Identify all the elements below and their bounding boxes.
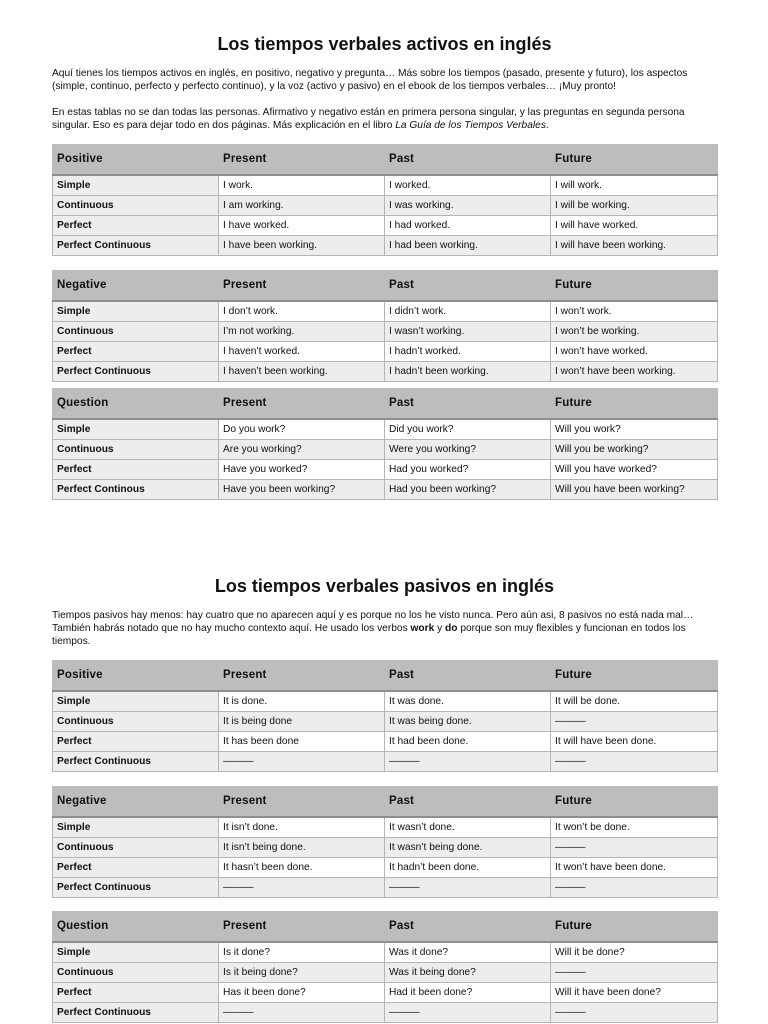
header-cell: Future xyxy=(551,911,718,942)
row-label: Perfect Continuous xyxy=(53,236,219,256)
table-cell: I will be working. xyxy=(551,196,718,216)
active-intro-paragraph: Aquí tienes los tiempos activos en inglés, en positivo, negativo y pregunta… Más sobre los tiempos (pasado, presente y futuro), los aspectos (simple, continuo, perfecto y perfecto continuo), y la voz (activo y pasivo) en el ebook de los tiempos verbales… ¡Muy pronto! xyxy=(52,68,688,92)
table-cell: I won’t have worked. xyxy=(551,342,718,362)
row-label: Simple xyxy=(53,175,219,196)
table-cell: It has been done xyxy=(219,732,385,752)
passive-question-table xyxy=(52,911,718,1023)
header-cell: Present xyxy=(219,911,385,942)
row-label: Simple xyxy=(53,301,219,322)
table-cell: I haven’t worked. xyxy=(219,342,385,362)
row-label: Perfect xyxy=(53,983,219,1003)
row-label: Perfect xyxy=(53,460,219,480)
table-cell: I had worked. xyxy=(385,216,551,236)
table-cell: ——— xyxy=(551,752,718,772)
table-row xyxy=(53,712,718,732)
table-cell: ——— xyxy=(385,1003,551,1023)
header-cell: Negative xyxy=(53,270,219,301)
header-cell: Past xyxy=(385,144,551,175)
active-note-paragraph xyxy=(52,106,717,132)
table-cell: I wasn’t working. xyxy=(385,322,551,342)
table-row xyxy=(53,732,718,752)
table-cell: I won’t work. xyxy=(551,301,718,322)
table-row xyxy=(53,175,718,196)
table-row xyxy=(53,942,718,963)
table-row xyxy=(53,236,718,256)
active-question-table xyxy=(52,388,718,500)
table-cell: Are you working? xyxy=(219,440,385,460)
table-cell: Is it being done? xyxy=(219,963,385,983)
table-cell: I’m not working. xyxy=(219,322,385,342)
header-cell: Question xyxy=(53,388,219,419)
table-cell: It was done. xyxy=(385,691,551,712)
passive-intro-text-b: porque son muy flexibles y funcionan en todos los tiempos. xyxy=(52,623,686,647)
active-note-text: En estas tablas no se dan todas las personas. Afirmativo y negativo están en primera persona singular, y las preguntas en segunda persona singular. Eso es para dejar todo en dos páginas. Más explicación en el libro xyxy=(52,107,685,131)
table-cell: ——— xyxy=(551,1003,718,1023)
header-cell: Present xyxy=(219,388,385,419)
table-cell: I haven’t been working. xyxy=(219,362,385,382)
table-header-row xyxy=(53,786,718,817)
table-cell: ——— xyxy=(219,1003,385,1023)
header-cell: Present xyxy=(219,270,385,301)
table-row xyxy=(53,440,718,460)
row-label: Continuous xyxy=(53,712,219,732)
table-row xyxy=(53,480,718,500)
table-cell: It wasn’t done. xyxy=(385,817,551,838)
header-cell: Question xyxy=(53,911,219,942)
table-cell: ——— xyxy=(551,878,718,898)
active-section-title: Los tiempos verbales activos en inglés xyxy=(217,34,552,54)
table-cell: Will you be working? xyxy=(551,440,718,460)
row-label: Perfect Continuous xyxy=(53,752,219,772)
active-positive-table xyxy=(52,144,718,256)
table-cell: Had you worked? xyxy=(385,460,551,480)
table-cell: Have you worked? xyxy=(219,460,385,480)
table-cell: ——— xyxy=(219,752,385,772)
header-cell: Future xyxy=(551,270,718,301)
row-label: Perfect Continuous xyxy=(53,362,219,382)
header-cell: Past xyxy=(385,660,551,691)
table-row xyxy=(53,196,718,216)
header-cell: Future xyxy=(551,388,718,419)
table-cell: I will have been working. xyxy=(551,236,718,256)
table-row xyxy=(53,858,718,878)
table-row xyxy=(53,460,718,480)
row-label: Perfect Continuous xyxy=(53,1003,219,1023)
row-label: Perfect xyxy=(53,732,219,752)
book-title: La Guía de los Tiempos Verbales xyxy=(395,120,546,131)
passive-intro-conj: y xyxy=(434,623,446,634)
table-cell: Have you been working? xyxy=(219,480,385,500)
header-cell: Past xyxy=(385,388,551,419)
table-row xyxy=(53,878,718,898)
active-note-end: . xyxy=(545,120,549,131)
table-cell: Was it done? xyxy=(385,942,551,963)
table-header-row xyxy=(53,388,718,419)
table-cell: I had been working. xyxy=(385,236,551,256)
table-cell: Do you work? xyxy=(219,419,385,440)
table-cell: Has it been done? xyxy=(219,983,385,1003)
table-cell: I have been working. xyxy=(219,236,385,256)
passive-negative-table xyxy=(52,786,718,898)
table-cell: ——— xyxy=(551,963,718,983)
table-cell: It wasn’t being done. xyxy=(385,838,551,858)
table-row xyxy=(53,301,718,322)
table-cell: Will you have been working? xyxy=(551,480,718,500)
table-cell: It won’t have been done. xyxy=(551,858,718,878)
table-cell: ——— xyxy=(551,712,718,732)
table-row xyxy=(53,963,718,983)
table-cell: I have worked. xyxy=(219,216,385,236)
row-label: Continuous xyxy=(53,196,219,216)
row-label: Perfect xyxy=(53,216,219,236)
header-cell: Past xyxy=(385,911,551,942)
table-row xyxy=(53,752,718,772)
table-row xyxy=(53,342,718,362)
table-row xyxy=(53,419,718,440)
active-negative-table xyxy=(52,270,718,382)
table-cell: It hasn’t been done. xyxy=(219,858,385,878)
table-row xyxy=(53,691,718,712)
table-cell: I hadn’t worked. xyxy=(385,342,551,362)
table-cell: ——— xyxy=(385,752,551,772)
table-cell: Will you have worked? xyxy=(551,460,718,480)
table-header-row xyxy=(53,911,718,942)
table-header-row xyxy=(53,270,718,301)
row-label: Perfect Continuous xyxy=(53,878,219,898)
passive-section-title: Los tiempos verbales pasivos en inglés xyxy=(214,576,555,596)
table-cell: I didn’t work. xyxy=(385,301,551,322)
table-cell: Had you been working? xyxy=(385,480,551,500)
header-cell: Positive xyxy=(53,144,219,175)
table-header-row xyxy=(53,144,718,175)
table-cell: I was working. xyxy=(385,196,551,216)
table-cell: I work. xyxy=(219,175,385,196)
table-row xyxy=(53,322,718,342)
table-cell: I won’t be working. xyxy=(551,322,718,342)
table-cell: Will you work? xyxy=(551,419,718,440)
table-row xyxy=(53,817,718,838)
table-cell: It had been done. xyxy=(385,732,551,752)
row-label: Continuous xyxy=(53,963,219,983)
header-cell: Positive xyxy=(53,660,219,691)
table-cell: Is it done? xyxy=(219,942,385,963)
row-label: Simple xyxy=(53,817,219,838)
header-cell: Future xyxy=(551,144,718,175)
table-cell: Did you work? xyxy=(385,419,551,440)
row-label: Continuous xyxy=(53,322,219,342)
header-cell: Present xyxy=(219,144,385,175)
table-cell: I won’t have been working. xyxy=(551,362,718,382)
table-cell: ——— xyxy=(219,878,385,898)
table-row xyxy=(53,362,718,382)
passive-positive-table xyxy=(52,660,718,772)
row-label: Simple xyxy=(53,419,219,440)
table-cell: It will be done. xyxy=(551,691,718,712)
row-label: Perfect xyxy=(53,342,219,362)
table-cell: It won’t be done. xyxy=(551,817,718,838)
table-cell: I am working. xyxy=(219,196,385,216)
table-cell: I will have worked. xyxy=(551,216,718,236)
row-label: Continuous xyxy=(53,440,219,460)
table-cell: Will it be done? xyxy=(551,942,718,963)
header-cell: Future xyxy=(551,660,718,691)
row-label: Perfect Continous xyxy=(53,480,219,500)
table-cell: ——— xyxy=(385,878,551,898)
header-cell: Present xyxy=(219,660,385,691)
header-cell: Present xyxy=(219,786,385,817)
table-cell: It was being done. xyxy=(385,712,551,732)
table-cell: I will work. xyxy=(551,175,718,196)
row-label: Simple xyxy=(53,691,219,712)
table-cell: It isn’t being done. xyxy=(219,838,385,858)
row-label: Perfect xyxy=(53,858,219,878)
row-label: Simple xyxy=(53,942,219,963)
table-cell: I worked. xyxy=(385,175,551,196)
table-cell: I don’t work. xyxy=(219,301,385,322)
table-row xyxy=(53,216,718,236)
table-cell: I hadn’t been working. xyxy=(385,362,551,382)
verb-work: work xyxy=(410,623,435,634)
table-header-row xyxy=(53,660,718,691)
header-cell: Past xyxy=(385,270,551,301)
table-cell: ——— xyxy=(551,838,718,858)
row-label: Continuous xyxy=(53,838,219,858)
header-cell: Future xyxy=(551,786,718,817)
table-cell: It is being done xyxy=(219,712,385,732)
table-row xyxy=(53,983,718,1003)
table-cell: Was it being done? xyxy=(385,963,551,983)
table-cell: It will have been done. xyxy=(551,732,718,752)
passive-intro-paragraph xyxy=(52,609,717,648)
verb-do: do xyxy=(445,623,458,634)
table-cell: It is done. xyxy=(219,691,385,712)
passive-intro-text-a: Tiempos pasivos hay menos: hay cuatro que no aparecen aquí y es porque no los he visto nunca. Pero aún asi, 8 pasivos no está nada mal… También habrás notado que no hay mucho contexto aquí. He usado los verbos xyxy=(52,610,694,634)
table-cell: Will it have been done? xyxy=(551,983,718,1003)
table-row xyxy=(53,1003,718,1023)
table-row xyxy=(53,838,718,858)
header-cell: Negative xyxy=(53,786,219,817)
table-cell: It isn’t done. xyxy=(219,817,385,838)
header-cell: Past xyxy=(385,786,551,817)
table-cell: Had it been done? xyxy=(385,983,551,1003)
table-cell: It hadn’t been done. xyxy=(385,858,551,878)
table-cell: Were you working? xyxy=(385,440,551,460)
